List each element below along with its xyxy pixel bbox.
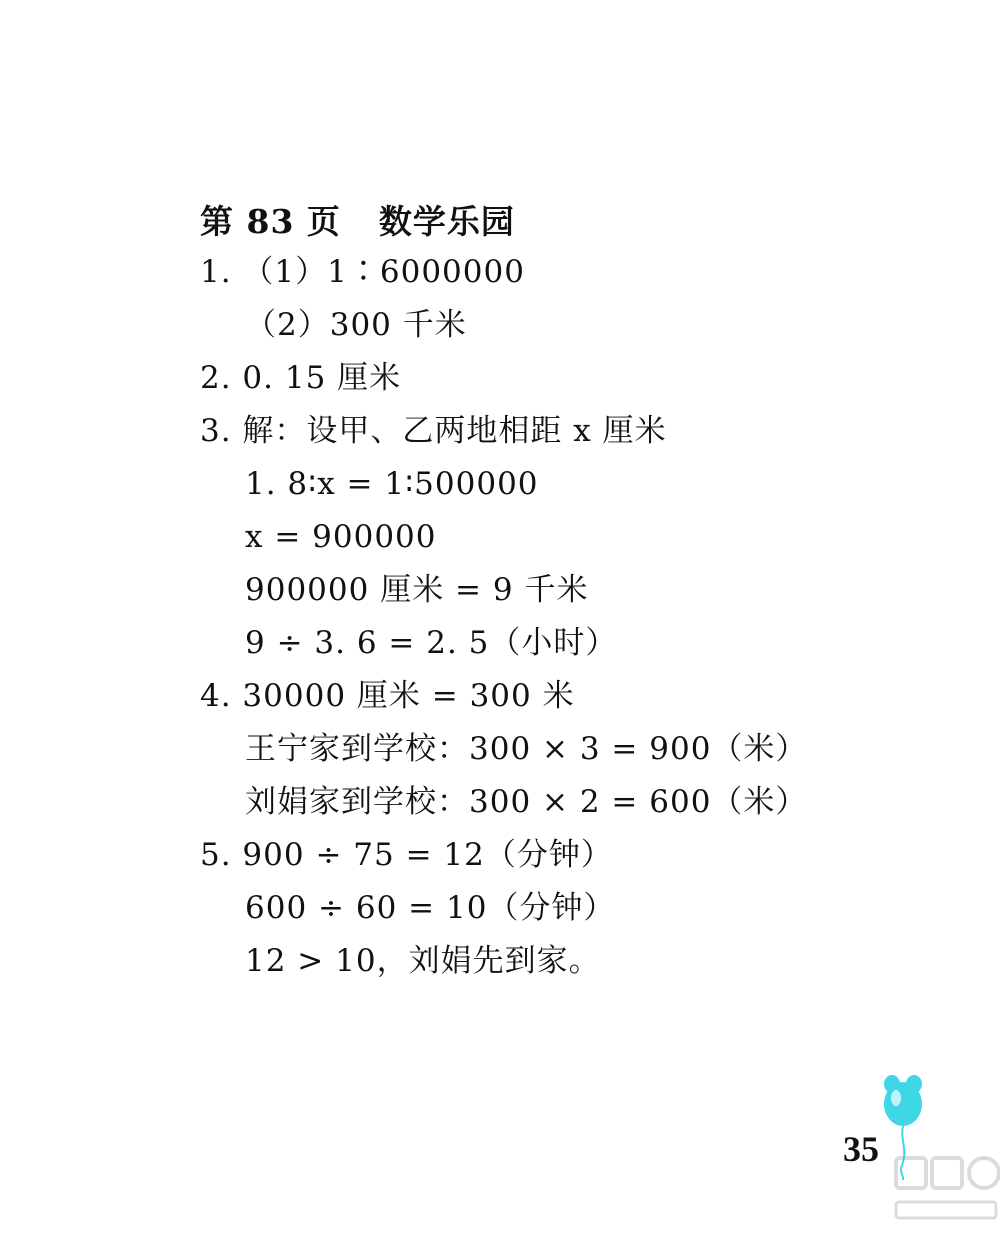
answer-line-5: 1. 8∶x = 1∶500000 — [245, 466, 539, 502]
heading-page-ref: 第 83 页 — [200, 202, 341, 241]
answer-line-12: 5. 900 ÷ 75 = 12（分钟） — [200, 837, 613, 873]
answer-line-14: 12 > 10，刘娟先到家。 — [245, 943, 601, 979]
answer-line-3: 2. 0. 15 厘米 — [200, 360, 402, 396]
page-number: 35 — [843, 1129, 879, 1169]
answer-line-6: x = 900000 — [245, 519, 437, 555]
watermark-logo-icon — [892, 1150, 1000, 1240]
answer-line-4: 3. 解：设甲、乙两地相距 x 厘米 — [200, 413, 667, 449]
answer-line-2: （2）300 千米 — [245, 307, 467, 343]
heading-title: 数学乐园 — [378, 202, 515, 241]
answer-line-13: 600 ÷ 60 = 10（分钟） — [245, 890, 616, 926]
answer-line-10: 王宁家到学校：300 × 3 = 900（米） — [245, 731, 808, 767]
answer-line-8: 9 ÷ 3. 6 = 2. 5（小时） — [245, 625, 618, 661]
answer-line-1: 1. （1）1∶6000000 — [200, 254, 525, 290]
answer-line-9: 4. 30000 厘米 = 300 米 — [200, 678, 575, 714]
answer-line-11: 刘娟家到学校：300 × 2 = 600（米） — [245, 784, 808, 820]
section-heading — [200, 196, 515, 243]
answer-line-7: 900000 厘米 = 9 千米 — [245, 572, 589, 608]
